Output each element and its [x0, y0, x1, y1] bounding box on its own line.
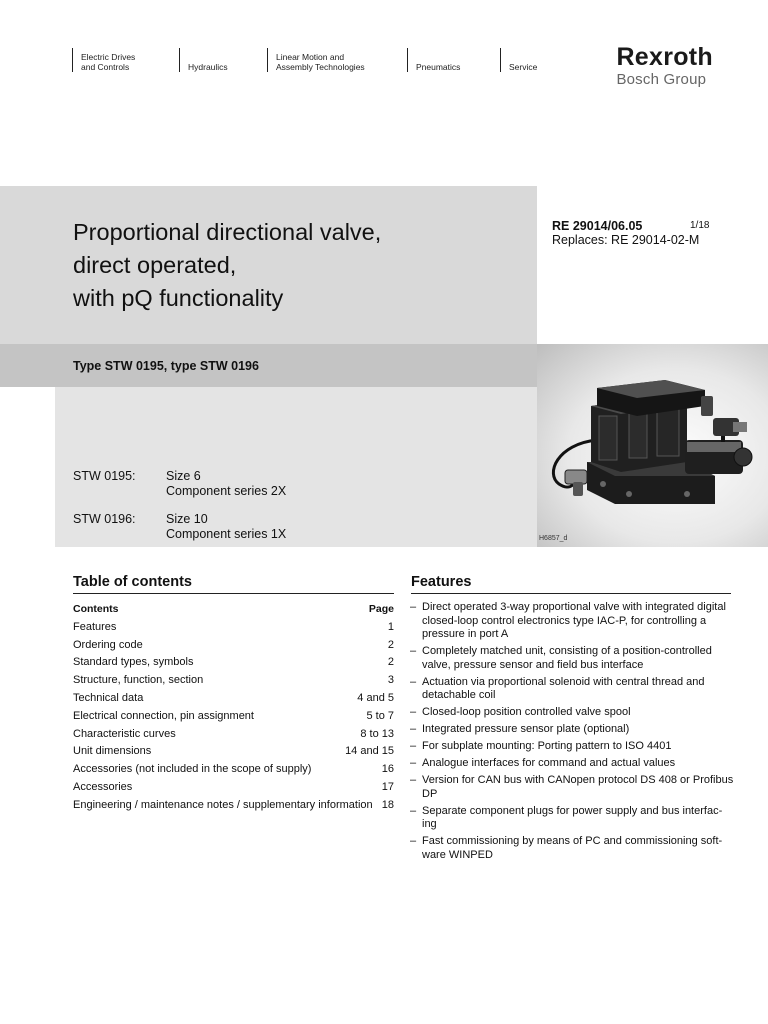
feature-item: – Fast commissioning by means of PC and commissioning soft-ware WINPED	[410, 835, 723, 861]
toc-row	[73, 637, 394, 655]
toc-page: 8 to 13	[360, 727, 394, 740]
nav-line: Assembly Technologies	[276, 62, 365, 72]
toc-col-contents: Contents	[73, 603, 119, 615]
toc-header-row	[73, 601, 394, 619]
toc-row	[73, 708, 394, 726]
toc-page: 4 and 5	[357, 691, 394, 704]
nav-item-service	[500, 48, 537, 72]
product-photo	[537, 344, 768, 547]
model-name: STW 0196:	[73, 512, 136, 526]
toc-page: 16	[381, 763, 394, 776]
document-reference	[552, 219, 699, 247]
toc-label: Accessories	[73, 780, 133, 793]
toc-row	[73, 743, 394, 761]
toc-label: Standard types, symbols	[73, 656, 194, 669]
nav-item-electric-drives	[72, 48, 135, 72]
toc-label: Features	[73, 620, 117, 633]
feature-item: – Integrated pressure sensor plate (optional)	[410, 723, 630, 735]
toc-row	[73, 690, 394, 708]
feature-text: For subplate mounting: Porting pattern to ISO 4401	[422, 740, 672, 752]
feature-text: Completely matched unit, consisting of a position-controlled valve, pressure sensor and field bus interface	[422, 645, 712, 671]
feature-item: – Actuation via proportional solenoid with central thread and detachable coil	[410, 675, 705, 701]
toc-heading: Table of contents	[73, 574, 192, 590]
photo-code: H6857_d	[539, 535, 568, 542]
toc-label: Structure, function, section	[73, 674, 204, 687]
page-title	[73, 216, 381, 315]
toc-row	[73, 654, 394, 672]
toc-label: Unit dimensions	[73, 745, 152, 758]
document-number: RE 29014/06.05	[552, 219, 643, 233]
toc-row	[73, 761, 394, 779]
feature-item: – Completely matched unit, consisting of a position-controlled valve, pressure sensor and field bus interface	[410, 645, 712, 671]
toc-page: 14 and 15	[345, 745, 394, 758]
nav-line: Service	[509, 62, 538, 72]
nav-item-pneumatics	[407, 48, 460, 72]
component-series: Component series 2X	[166, 484, 287, 498]
model-name: STW 0195:	[73, 469, 136, 483]
feature-item: – Closed-loop position controlled valve spool	[410, 706, 631, 718]
features-heading: Features	[411, 574, 472, 590]
title-line: direct operated,	[73, 252, 237, 278]
nav-line: Hydraulics	[188, 62, 228, 72]
feature-text: Analogue interfaces for command and actual values	[422, 757, 676, 769]
nav-line: and Controls	[81, 62, 130, 72]
title-line: Proportional directional valve,	[73, 219, 382, 245]
toc-row	[73, 672, 394, 690]
toc-col-page: Page	[368, 603, 394, 615]
features-divider	[411, 593, 731, 594]
feature-text: Integrated pressure sensor plate (optional)	[422, 723, 630, 735]
toc-label: Accessories (not included in the scope of supply)	[73, 763, 312, 776]
table-of-contents	[73, 601, 394, 815]
type-label: Type STW 0195, type STW 0196	[73, 359, 259, 373]
toc-row	[73, 779, 394, 797]
nav-item-linear-motion	[267, 48, 365, 72]
nav-item-hydraulics	[179, 48, 228, 72]
feature-text: Actuation via proportional solenoid with central thread and detachable coil	[422, 675, 705, 701]
feature-text: Separate component plugs for power supply and bus interfac-ing	[422, 804, 723, 830]
replaces-note: Replaces: RE 29014-02-M	[552, 233, 700, 247]
feature-text: Version for CAN bus with CANopen protocol DS 408 or Profibus DP	[422, 774, 734, 800]
toc-page: 1	[387, 620, 394, 633]
feature-item: – Direct operated 3-way proportional valve with integrated digital closed-loop control electronics type IAC-P, for controlling a pressure in port A	[410, 601, 726, 640]
toc-page: 2	[387, 656, 394, 669]
toc-page: 18	[381, 798, 394, 811]
page-number: 1/18	[690, 220, 710, 231]
feature-item: – Separate component plugs for power supply and bus interfac-ing	[410, 804, 723, 830]
toc-label: Electrical connection, pin assignment	[73, 709, 254, 722]
features-list	[410, 601, 736, 866]
feature-text: Closed-loop position controlled valve spool	[422, 706, 631, 718]
toc-row	[73, 797, 394, 815]
toc-divider	[73, 593, 394, 594]
feature-item: – Analogue interfaces for command and actual values	[410, 757, 676, 769]
nav-line: Electric Drives	[81, 52, 136, 62]
feature-item: – Version for CAN bus with CANopen protocol DS 408 or Profibus DP	[410, 774, 734, 800]
toc-row	[73, 619, 394, 637]
rexroth-logo	[616, 44, 713, 88]
component-series: Component series 1X	[166, 527, 287, 541]
feature-text: Fast commissioning by means of PC and commissioning soft-ware WINPED	[422, 835, 723, 861]
title-line: with pQ functionality	[73, 285, 284, 311]
toc-page: 5 to 7	[366, 709, 394, 722]
toc-row	[73, 726, 394, 744]
toc-label: Characteristic curves	[73, 727, 176, 740]
toc-page: 3	[387, 674, 394, 687]
feature-text: Direct operated 3-way proportional valve with integrated digital closed-loop control electronics type IAC-P, for controlling a pressure in port A	[422, 601, 726, 640]
valve-illustration	[537, 344, 768, 547]
size-value: Size 10	[166, 512, 208, 526]
size-value: Size 6	[166, 469, 201, 483]
toc-page: 2	[387, 638, 394, 651]
toc-label: Ordering code	[73, 638, 143, 651]
nav-line: Linear Motion and	[276, 52, 345, 62]
toc-page: 17	[381, 780, 394, 793]
feature-item: – For subplate mounting: Porting pattern to ISO 4401	[410, 740, 672, 752]
toc-label: Engineering / maintenance notes / supplementary information	[73, 798, 373, 811]
toc-label: Technical data	[73, 691, 144, 704]
nav-line: Pneumatics	[416, 62, 461, 72]
logo-brand: Rexroth	[616, 43, 713, 71]
logo-group: Bosch Group	[616, 71, 707, 88]
